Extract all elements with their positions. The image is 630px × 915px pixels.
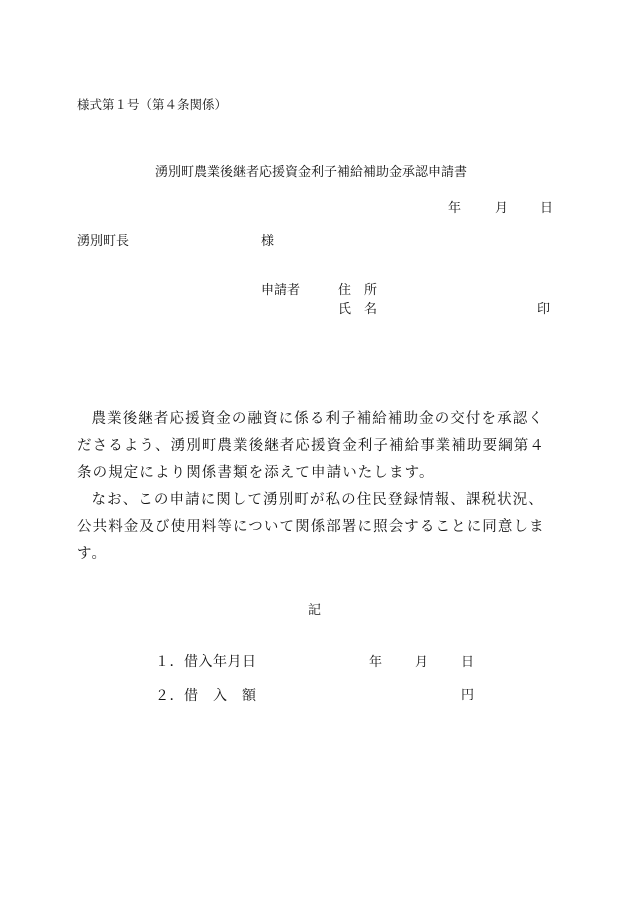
loan-amount-unit: 円 xyxy=(461,688,475,703)
date-day-label: 日 xyxy=(540,201,554,216)
date-year-label: 年 xyxy=(448,201,462,216)
record-heading: 記 xyxy=(308,603,322,618)
loan-date-year: 年 xyxy=(369,655,383,670)
addressee-honorific: 様 xyxy=(261,234,275,249)
loan-date-month: 月 xyxy=(415,655,429,670)
loan-date-label: １．借入年月日 xyxy=(155,654,257,670)
form-title: 湧別町農業後継者応援資金利子補給補助金承認申請書 xyxy=(155,165,468,180)
addressee-name: 湧別町長 xyxy=(77,234,130,249)
address-label: 住 所 xyxy=(338,283,378,298)
date-month-label: 月 xyxy=(495,201,509,216)
body-paragraph: 農業後継者応援資金の融資に係る利子補給補助金の交付を承認くださるよう、湧別町農業後継者応援資金利子補給事業補助要綱第４条の規定により関係書類を添えて申請いたします。 xyxy=(77,411,545,481)
name-label: 氏 名 xyxy=(338,302,378,317)
application-body xyxy=(77,406,555,568)
seal-label: 印 xyxy=(537,302,551,317)
loan-amount-label: ２．借 入 額 xyxy=(155,688,257,704)
applicant-label: 申請者 xyxy=(261,283,301,298)
loan-date-day: 日 xyxy=(461,655,475,670)
body-paragraph: なお、この申請に関して湧別町が私の住民登録情報、課税状況、公共料金及び使用料等について関係部署に照会することに同意します。 xyxy=(77,492,545,562)
form-number: 様式第１号（第４条関係） xyxy=(77,97,228,112)
